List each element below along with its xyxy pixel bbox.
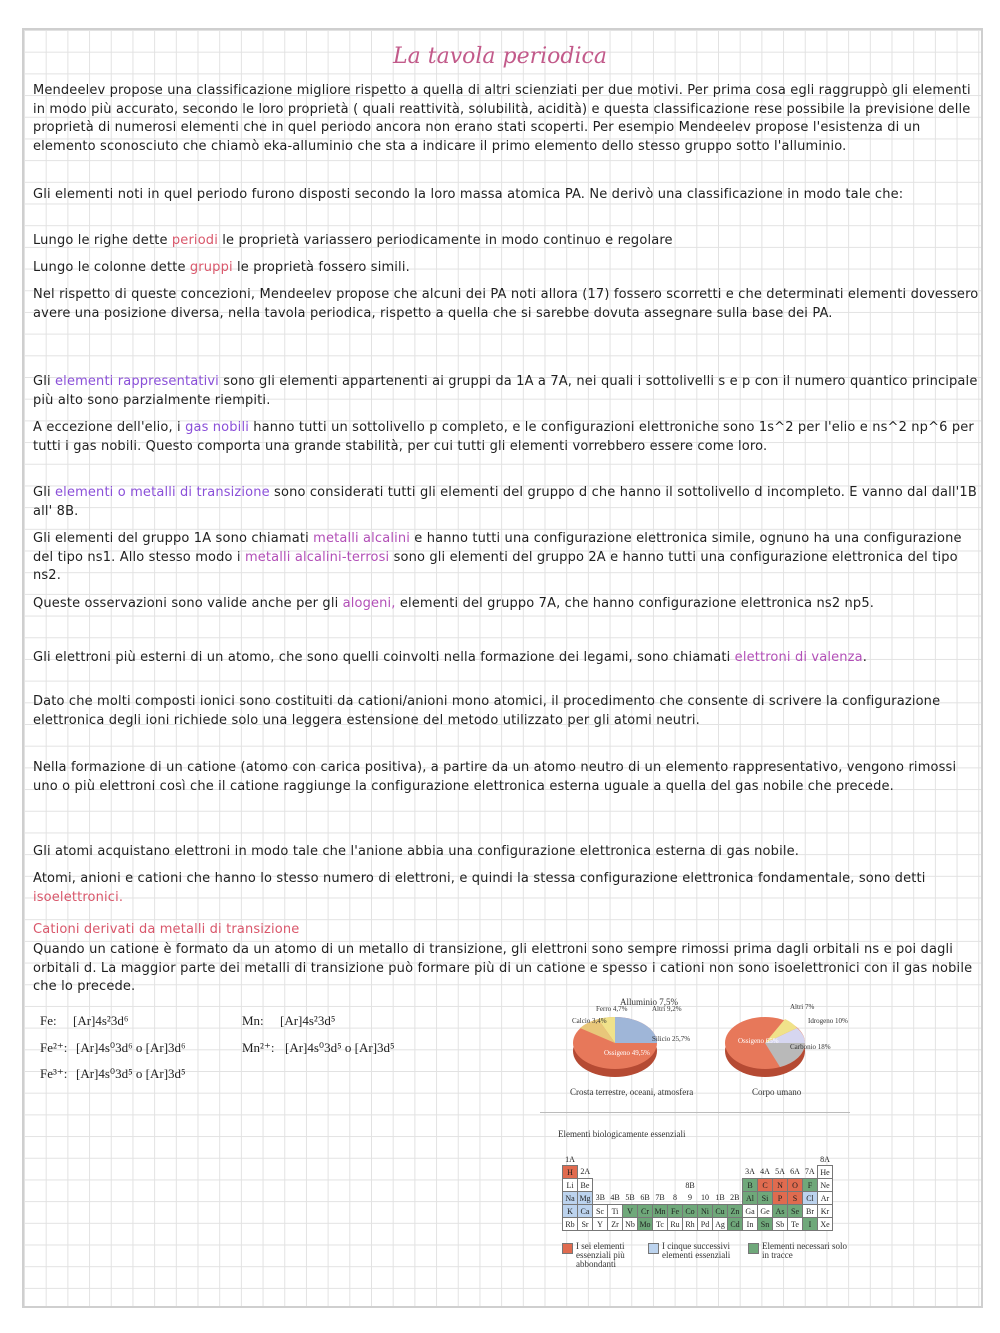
pie2-label-carbonio: Carbonio 18% [790, 1043, 831, 1051]
paragraph-representative: Gli elementi rappresentativi sono gli elementi appartenenti ai gruppi da 1A a 7A, nei quali i sottolivelli s e p con il numero quantico principale più alto sono parzialmente riempiti. [33, 374, 978, 408]
pie2-label-idrogeno: Idrogeno 10% [808, 1017, 848, 1025]
mini-periodic-table: 1A 8A H 2A 3A 4A 5A 6A 7A He Li Be 8B B C N O F Ne Na Mg 3B 4B 5B 6B 7B 8 9 10 1B 2B Al Si P S Cl Ar K Ca Sc Ti V Cr Mn Fe Co Ni Cu Zn Ga Ge As Se Br Kr Rb Sr Y Zr Nb Mo Tc Ru Rh Pd Ag Cd In Sn Sb Te I Xe [562, 1153, 833, 1231]
pie1-label-altri: Altri 9,2% [652, 1005, 682, 1013]
abundance-pie-figure [540, 995, 850, 1110]
page-title: La tavola periodica [393, 44, 607, 69]
pie1-label-calcio: Calcio 3,4% [572, 1017, 607, 1025]
paragraph-halogens: Queste osservazioni sono valide anche per gli alogeni, elementi del gruppo 7A, che hanno configurazione elettronica ns2 np5. [33, 596, 875, 611]
config-fe2-label: Fe²⁺: [40, 1040, 68, 1055]
essential-elements-figure [540, 1112, 850, 1283]
config-fe2: [Ar]4s⁰3d⁶ o [Ar]3d⁶ [76, 1040, 186, 1055]
paragraph-noble-gases: A eccezione dell'elio, i gas nobili hanno tutti un sottolivello p completo, e le configurazioni elettroniche sono 1s^2 per l'elio e ns^2 np^6 per tutti i gas nobili. Questo comporta una grande stabilità, per cui tutti gli elementi vorrebbero essere come loro. [33, 420, 974, 454]
paragraph-isoelectronic: Atomi, anioni e cationi che hanno lo stesso numero di elettroni, e quindi la stessa configurazione elettronica fondamentale, sono detti isoelettronici. [33, 871, 926, 905]
paragraph-transition: Gli elementi o metalli di transizione sono considerati tutti gli elementi del gruppo d che hanno il sottolivello d incompleto. E vanno dal dall'1B all' 8B. [33, 485, 977, 519]
pie1-label-ferro: Ferro 4,7% [596, 1005, 628, 1013]
pie2-label-altri: Altri 7% [790, 1003, 815, 1011]
legend-red-label: I sei elementi essenziali più abbondanti [576, 1241, 625, 1269]
legend-swatch-red [562, 1243, 573, 1254]
paragraph-periods: Lungo le righe dette periodi le proprietà variassero periodicamente in modo continuo e regolare [33, 233, 673, 248]
pie2-caption: Corpo umano [752, 1087, 802, 1097]
config-fe: [Ar]4s²3d⁶ [73, 1013, 129, 1028]
pie1-slice-silicio [615, 1017, 657, 1043]
config-mn2-label: Mn²⁺: [242, 1040, 275, 1055]
paragraph-valence: Gli elettroni più esterni di un atomo, che sono quelli coinvolti nella formazione dei legami, sono chiamati elettroni di valenza. [33, 650, 868, 665]
paragraph-masses: Gli elementi noti in quel periodo furono disposti secondo la loro massa atomica PA. Ne derivò una classificazione in modo tale che: [33, 187, 904, 202]
legend-green-label: Elementi necessari solo in tracce [762, 1241, 847, 1260]
paragraph-ions: Dato che molti composti ionici sono costituiti da cationi/anioni mono atomici, il procedimento che consente di scrivere la configurazione elettronica degli ioni richiede solo una leggera estensione del metodo utilizzato per gli atomi neutri. [33, 694, 941, 728]
pie1-label-alluminio: Alluminio 7,5% [620, 997, 678, 1007]
section-heading-transition-cations: Cationi derivati da metalli di transizione [33, 922, 300, 937]
config-fe3: [Ar]4s⁰3d⁵ o [Ar]3d⁵ [76, 1066, 186, 1081]
paragraph-alkali: Gli elementi del gruppo 1A sono chiamati metalli alcalini e hanno tutti una configurazione elettronica simile, ognuno ha una configurazione del tipo ns1. Allo stesso modo i metalli alcalini-terrosi sono gli elementi del gruppo 2A e hanno tutti una configurazione elettronica del tipo ns2. [33, 531, 962, 583]
pie1-label-ossigeno: Ossigeno 49,5% [604, 1049, 650, 1057]
paragraph-mendeleev: Mendeelev propose una classificazione migliore rispetto a quella di altri scienziati per due motivi. Per prima cosa egli raggruppò gli elementi in modo più accurato, secondo le loro proprietà ( quali reattività, solubilità, acidità) e questa classificazione rese possibile la previsione delle proprietà di numerosi elementi che in quel periodo ancora non erano stati scoperti. Per esempio Mendeelev propose l'esistenza di un elemento sconosciuto che chiamò eka-alluminio che sta a indicare il primo elemento dello stesso gruppo sotto l'alluminio. [33, 83, 971, 154]
config-mn: [Ar]4s²3d⁵ [280, 1013, 336, 1028]
config-fe-label: Fe: [40, 1013, 57, 1028]
pie1-caption: Crosta terrestre, oceani, atmosfera [570, 1087, 694, 1097]
pie1-label-silicio: Silicio 25,7% [652, 1035, 691, 1043]
legend-swatch-green [748, 1243, 759, 1254]
config-mn-label: Mn: [242, 1013, 264, 1028]
legend-swatch-blue [648, 1243, 659, 1254]
paragraph-groups: Lungo le colonne dette gruppi le proprietà fossero simili. [33, 260, 410, 275]
paragraph-transition-cations: Quando un catione è formato da un atomo di un metallo di transizione, gli elettroni sono sempre rimossi prima dagli orbitali ns e poi dagli orbitali d. La maggior parte dei metalli di transizione può formare più di un catione e spesso i cationi non sono isoelettronici con il gas nobile che lo precede. [33, 942, 973, 994]
table-title: Elementi biologicamente essenziali [558, 1129, 686, 1139]
paragraph-anions: Gli atomi acquistano elettroni in modo tale che l'anione abbia una configurazione elettronica esterna di gas nobile. [33, 844, 800, 859]
pie2-label-ossigeno: Ossigeno 65% [738, 1037, 779, 1045]
paragraph-corrections: Nel rispetto di queste concezioni, Mendeelev propose che alcuni dei PA noti allora (17) fossero scorretti e che determinati elementi dovessero avere una posizione diversa, nella tavola periodica, rispetto a quella che si sarebbe dovuta assegnare sulla base dei PA. [33, 287, 979, 321]
config-fe3-label: Fe³⁺: [40, 1066, 68, 1081]
paragraph-cations: Nella formazione di un catione (atomo con carica positiva), a partire da un atomo neutro di un elemento rappresentativo, vengono rimossi uno o più elettroni così che il catione raggiunge la configurazione elettronica esterna uguale a quella del gas nobile che precede. [33, 760, 957, 794]
legend-blue-label: I cinque successivi elementi essenziali [662, 1241, 731, 1260]
config-mn2: [Ar]4s⁰3d⁵ o [Ar]3d⁵ [285, 1040, 395, 1055]
